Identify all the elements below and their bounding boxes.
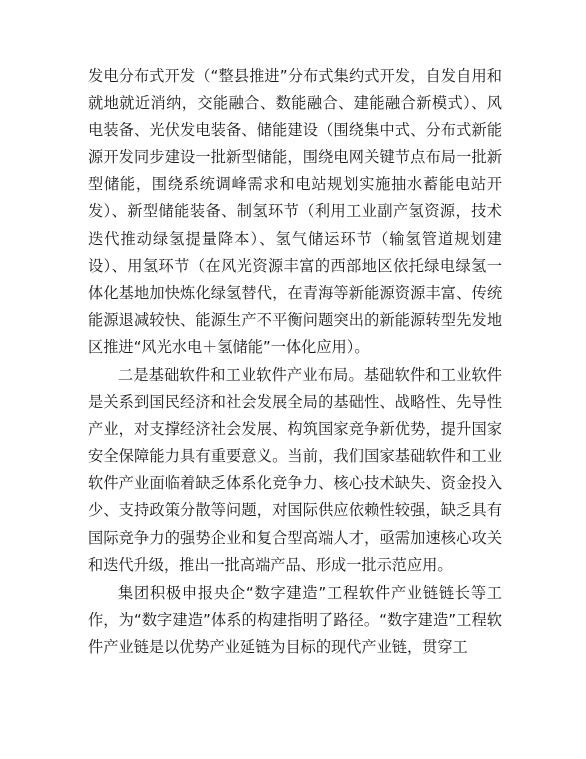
paragraph-digital-construction: 集团积极申报央企“数字建造”工程软件产业链链长等工作，为“数字建造”体系的构建指明了路径。“数字建造”工程软件产业链是以优势产业延链为目标的现代产业链，贯穿工 <box>88 584 502 657</box>
paragraph-software-industry: 二是基础软件和工业软件产业布局。基础软件和工业软件是关系到国民经济和社会发展全局的基础性、战略性、先导性产业，对支撑经济社会发展、构筑国家竞争新优势，提升国家安全保障能力具有重要意义。当前，我们国家基础软件和工业软件产业面临着缺乏体系化竞争力、核心技术缺失、资金投入少、支持政策分散等问题，对国际供应依赖性较强，缺乏具有国际竞争力的强势企业和复合型高端人才，亟需加速核心攻关和迭代升级，推出一批高端产品、形成一批示范应用。 <box>88 366 502 574</box>
paragraph-energy-layout: 发电分布式开发（“整县推进”分布式集约式开发，自发自用和就地就近消纳，交能融合、数能融合、建能融合新模式）、风电装备、光伏发电装备、储能建设（围绕集中式、分布式新能源开发同步建设一批新型储能，围绕电网关键节点布局一批新型储能，围绕系统调峰需求和电站规划实施抽水蓄能电站开发）、新型储能装备、制氢环节（利用工业副产氢资源，技术迭代推动绿氢提量降本）、氢气储运环节（输氢管道规划建设）、用氢环节（在风光资源丰富的西部地区依托绿电绿氢一体化基地加快炼化绿氢替代，在青海等新能源资源丰富、传统能源退减较快、能源生产不平衡问题突出的新能源转型先发地区推进“风光水电＋氢储能”一体化应用）。 <box>88 67 502 356</box>
